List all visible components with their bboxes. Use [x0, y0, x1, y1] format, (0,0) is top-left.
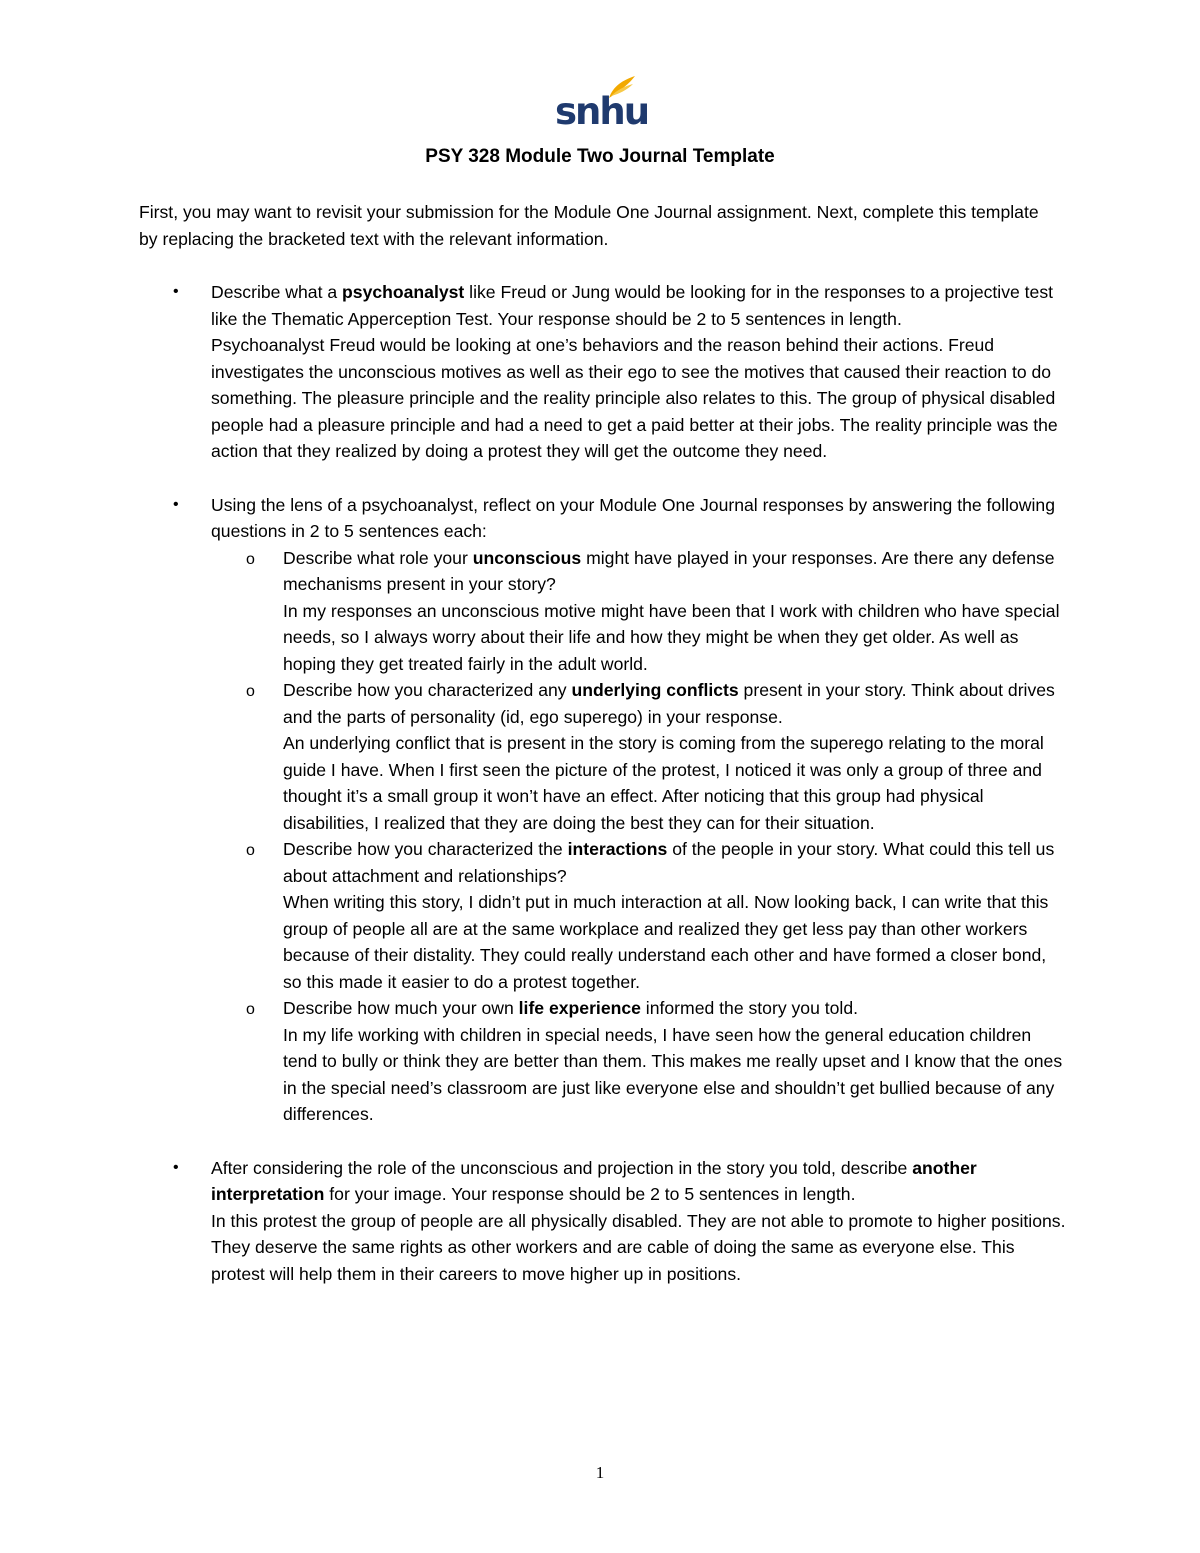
snhu-logo [555, 74, 649, 133]
sub-bullet-icon: o [246, 683, 255, 700]
sub-bullet-icon: o [246, 1001, 255, 1018]
page-number: 1 [595, 1463, 605, 1482]
bullet-icon: • [173, 495, 179, 513]
bullet-icon: • [173, 283, 179, 300]
sub-bullet-icon: o [246, 842, 255, 859]
logo-wordmark: snhu [555, 90, 649, 133]
sub-question-prompt: Describe how you characterized the interactions of the people in your story. What could this tell us about attachment and relationships? [283, 839, 1055, 886]
bold-term: life experience [518, 998, 641, 1018]
bullet-answer: In this protest the group of people are all physically disabled. They are not able to promote to higher positions. They deserve the same rights as other workers and are cable of doing the same as everyone else. This protest will help them in their careers to move higher up in positions. [211, 1210, 1066, 1284]
sub-question-answer: When writing this story, I didn’t put in much interaction at all. Now looking back, I can write that this group of people all are at the same workplace and realized they get less pay than other workers because of their distality. They could really understand each other and have formed a closer bond, so this made it easier to do a protest together. [283, 892, 1049, 992]
sub-question-list [211, 545, 1069, 1128]
flame-icon [607, 74, 637, 100]
bullet-prompt: Describe what a psychoanalyst like Freud or Jung would be looking for in the responses to a projective test like the Thematic Apperception Test. Your response should be 2 to 5 sentences in length. [211, 282, 1054, 329]
document-title: PSY 328 Module Two Journal Template [425, 146, 775, 167]
bullet-item [139, 279, 1069, 465]
bold-term: another interpretation [211, 1157, 977, 1204]
bold-term: psychoanalyst [342, 282, 465, 302]
bullet-icon: • [173, 1158, 179, 1176]
sub-question-item [211, 995, 1069, 1128]
bullet-prompt: Using the lens of a psychoanalyst, reflect on your Module One Journal responses by answering the following questions in 2 to 5 sentences each: [211, 494, 1055, 541]
sub-bullet-icon: o [246, 550, 255, 568]
sub-question-prompt: Describe how you characterized any underlying conflicts present in your story. Think about drives and the parts of personality (id, ego superego) in your response. [283, 680, 1055, 727]
sub-question-answer: In my life working with children in special needs, I have seen how the general education children tend to bully or think they are better than them. This makes me really upset and I know that the ones in the special need’s classroom are just like everyone else and shouldn’t get bullied because of any differences. [283, 1024, 1063, 1124]
sub-question-item [211, 545, 1069, 678]
bullet-answer: Psychoanalyst Freud would be looking at one’s behaviors and the reason behind their actions. Freud investigates the unconscious motives as well as their ego to see the motives that caused their reaction to do something. The pleasure principle and the reality principle also relates to this. The group of physical disabled people had a pleasure principle and had a need to get a paid better at their jobs. The reality principle was the action that they realized by doing a protest they will get the outcome they need. [211, 335, 1058, 461]
bullet-item [139, 1155, 1069, 1288]
intro-paragraph: First, you may want to revisit your submission for the Module One Journal assignment. Next, complete this template by replacing the bracketed text with the relevant information. [139, 202, 1039, 249]
bold-term: unconscious [472, 547, 582, 568]
bullet-item [139, 492, 1069, 1128]
sub-question-item [211, 836, 1069, 995]
sub-question-prompt: Describe how much your own life experience informed the story you told. [283, 998, 859, 1018]
bold-term: interactions [567, 839, 668, 859]
sub-question-item [211, 677, 1069, 836]
sub-question-answer: In my responses an unconscious motive might have been that I work with children who have special needs, so I always worry about their life and how they might be when they get older. As well as hoping they get treated fairly in the adult world. [283, 600, 1060, 674]
sub-question-prompt: Describe what role your unconscious might have played in your responses. Are there any defense mechanisms present in your story? [283, 547, 1055, 594]
sub-question-answer: An underlying conflict that is present in the story is coming from the superego relating to the moral guide I have. When I first seen the picture of the protest, I noticed it was only a group of three and thought it’s a small group it won’t have an effect. After noticing that this group had physical disabilities, I realized that they are doing the best they can for their situation. [283, 733, 1044, 833]
bold-term: underlying conflicts [571, 680, 739, 700]
bullet-list [139, 279, 1069, 1287]
bullet-prompt: After considering the role of the unconscious and projection in the story you told, describe another interpretation for your image. Your response should be 2 to 5 sentences in length. [211, 1157, 977, 1204]
